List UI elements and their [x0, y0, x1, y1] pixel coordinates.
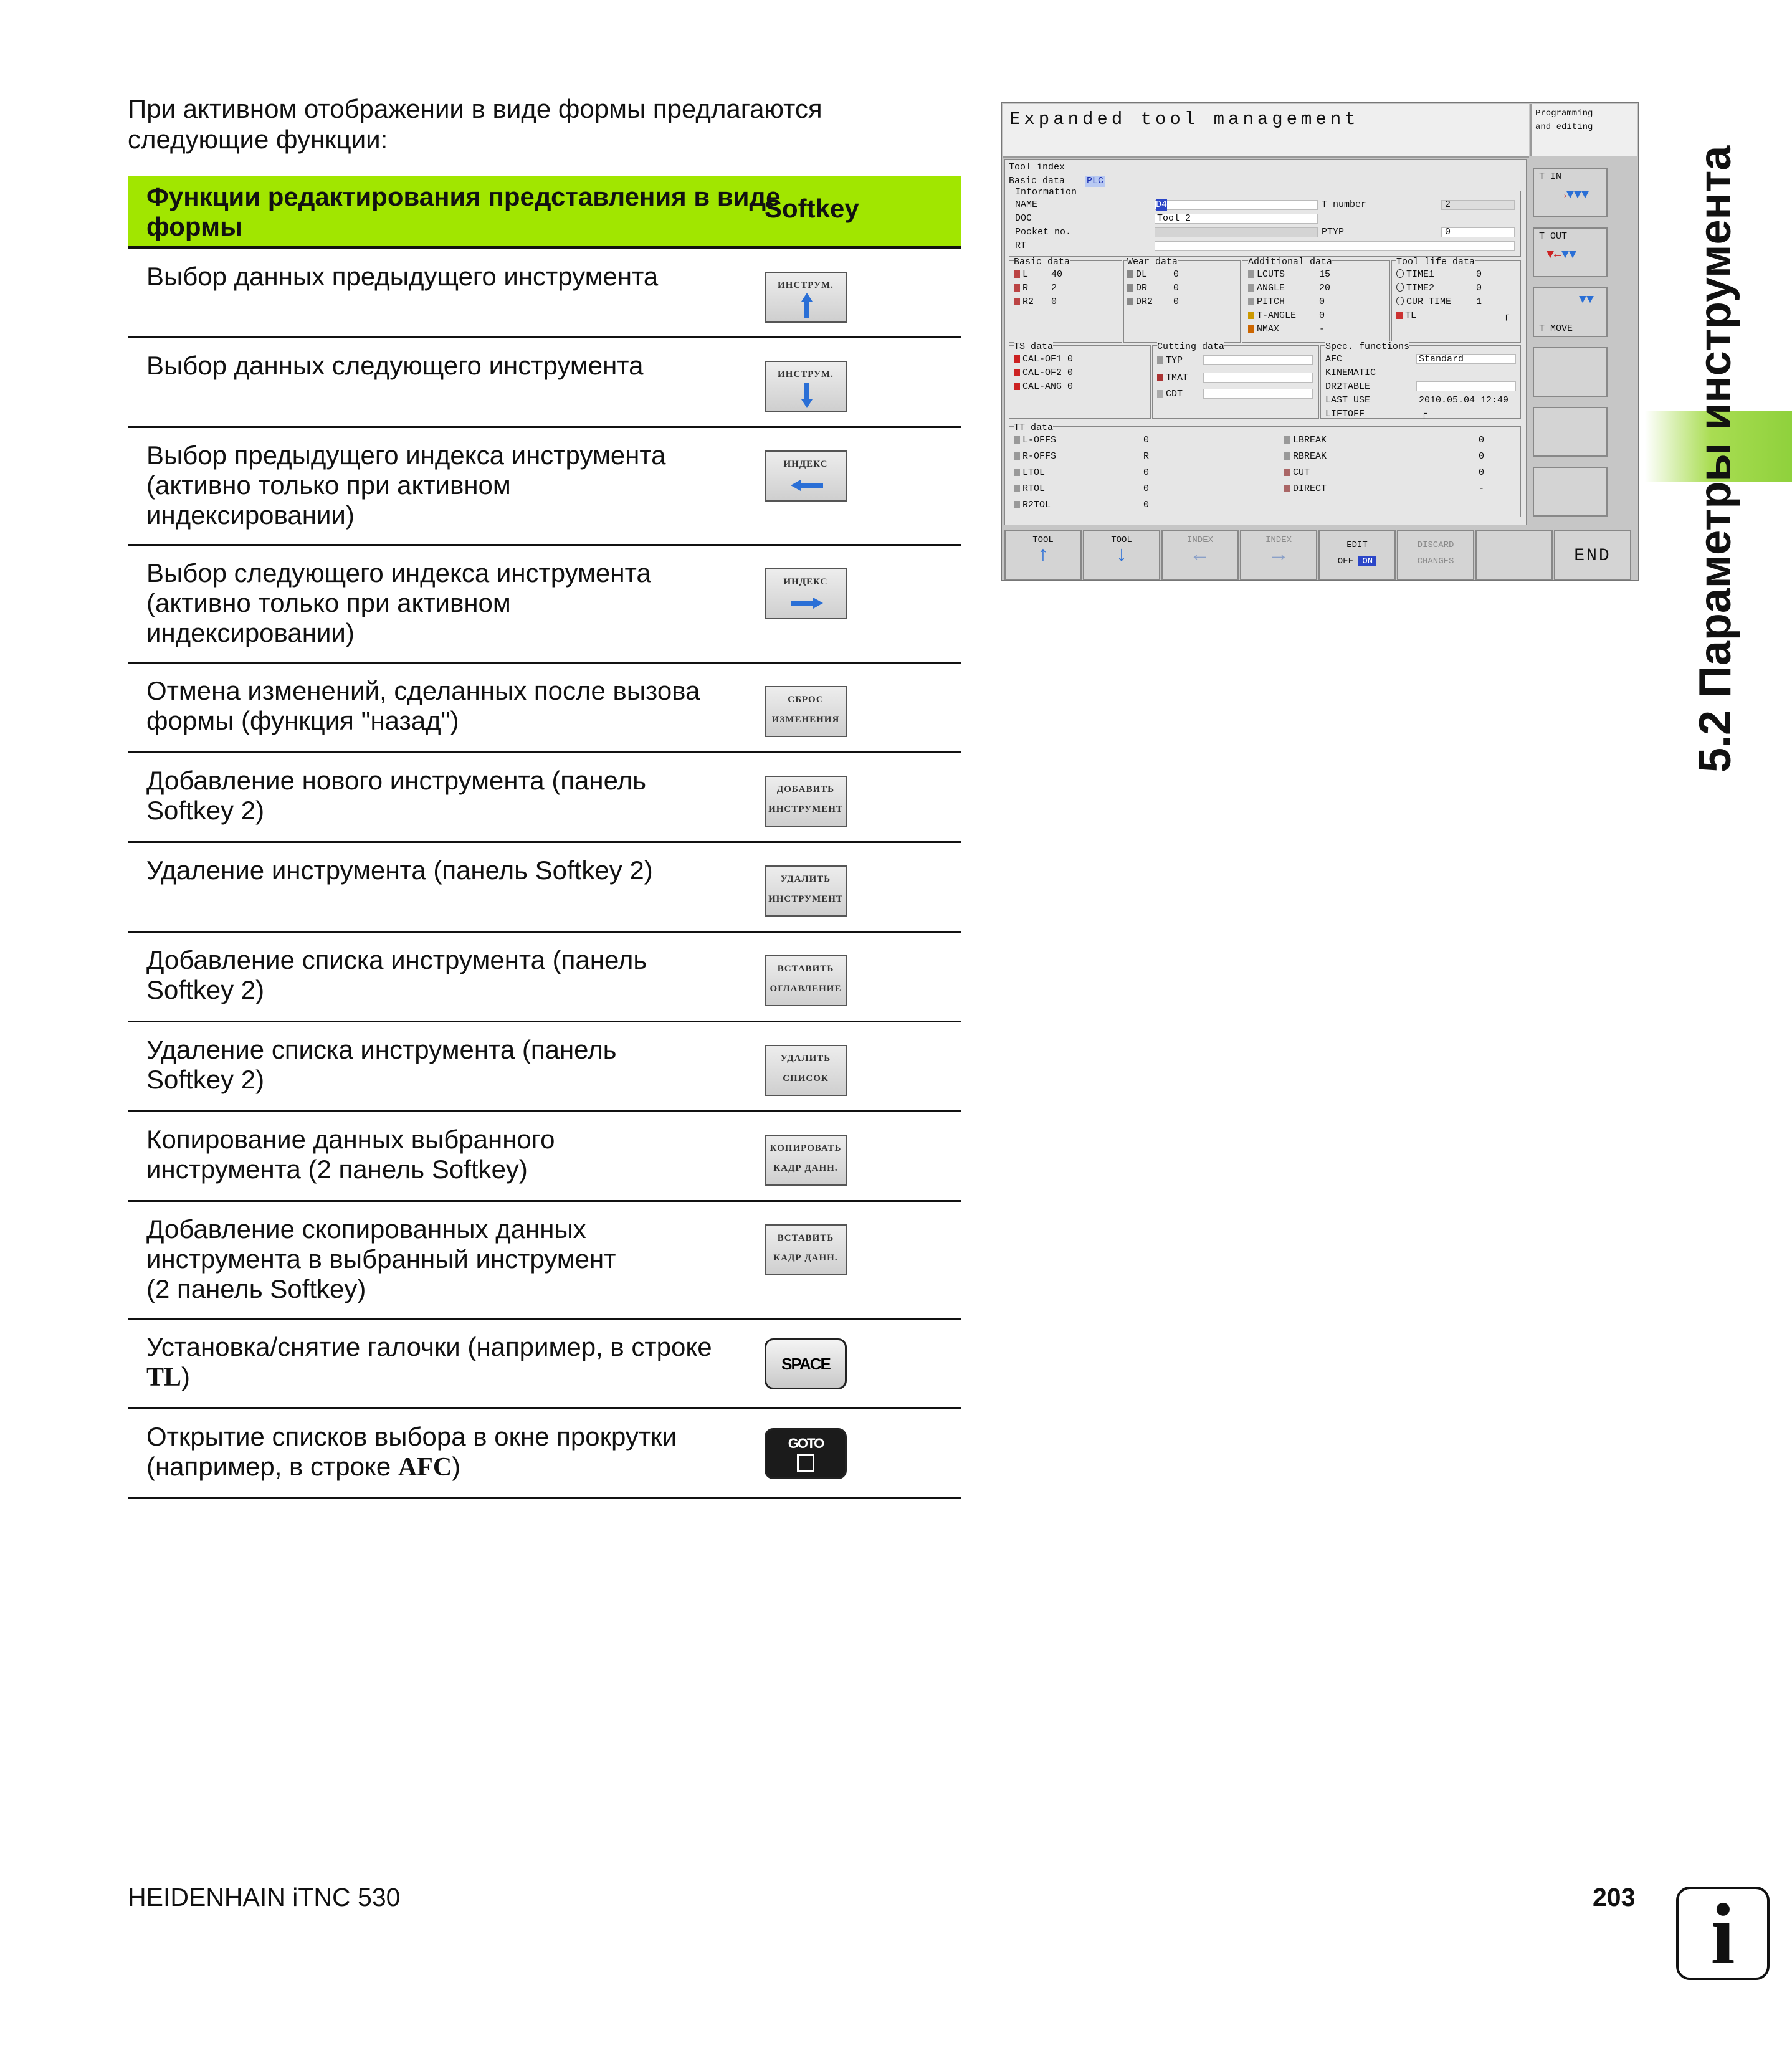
probe-icon	[1014, 383, 1020, 390]
tt-icon	[1014, 485, 1020, 492]
liftoff-checkbox[interactable]: ┌	[1421, 409, 1427, 419]
table-row: Добавление нового инструмента (панель Softkey 2) ДОБАВИТЬ ИНСТРУМЕНТ	[128, 753, 961, 843]
footer: HEIDENHAIN iTNC 530	[128, 1883, 401, 1912]
mode-bar: Expanded tool management	[1003, 104, 1529, 158]
angle-icon	[1248, 284, 1254, 292]
cut-icon	[1284, 469, 1290, 476]
index-next-softkey[interactable]: INDEX →	[1240, 530, 1317, 580]
function-table	[128, 176, 961, 1499]
delta-length-icon	[1127, 270, 1133, 278]
clock-icon	[1396, 283, 1404, 292]
arrow-up-icon	[766, 273, 848, 324]
index-prev-softkey[interactable]: INDEX ←	[1161, 530, 1239, 580]
tnc-screenshot	[1001, 102, 1639, 581]
header-functions: Функции редактирования представления в виде формы	[146, 182, 781, 241]
arrow-left-icon	[766, 452, 848, 503]
t-in-softkey[interactable]: T IN →▼▼▼	[1533, 168, 1608, 217]
table-row: Добавление скопированных данных инструмента в выбранный инструмент (2 панель Softkey) ВСТАВИТЬ КАДР ДАНН.	[128, 1202, 961, 1320]
tt-icon	[1014, 452, 1020, 460]
nmax-icon	[1248, 325, 1254, 333]
clock-icon	[1396, 269, 1404, 278]
arrow-up-icon: ↑	[1036, 544, 1050, 568]
tt-icon	[1014, 469, 1020, 476]
copy-data-softkey[interactable]: КОПИРОВАТЬ КАДР ДАНН.	[765, 1135, 847, 1186]
prev-tool-softkey[interactable]: ИНСТРУМ.	[765, 272, 847, 323]
arrow-right-icon: →	[1272, 544, 1285, 568]
arrow-left-icon: ←	[1193, 544, 1207, 568]
edit-toggle-softkey[interactable]: EDIT OFF ON	[1318, 530, 1396, 580]
radius-icon	[1014, 284, 1020, 292]
table-row: Выбор следующего индекса инструмента (активно только при активном индексировании) ИНДЕКС	[128, 546, 961, 664]
table-header	[128, 176, 961, 249]
pitch-icon	[1248, 298, 1254, 305]
reset-changes-softkey[interactable]: СБРОС ИЗМЕНЕНИЯ	[765, 686, 847, 737]
tool-locked-icon	[1396, 312, 1403, 319]
cuts-icon	[1248, 270, 1254, 278]
table-row: Удаление инструмента (панель Softkey 2) УДАЛИТЬ ИНСТРУМЕНТ	[128, 843, 961, 933]
table-row: Установка/снятие галочки (например, в строке TL) SPACE	[128, 1320, 961, 1409]
paste-data-softkey[interactable]: ВСТАВИТЬ КАДР ДАНН.	[765, 1224, 847, 1275]
length-icon	[1014, 270, 1020, 278]
material-icon	[1157, 374, 1163, 381]
table-row: Выбор данных следующего инструмента ИНСТРУМ.	[128, 338, 961, 428]
square-icon	[797, 1454, 814, 1472]
add-tool-softkey[interactable]: ДОБАВИТЬ ИНСТРУМЕНТ	[765, 776, 847, 827]
programming-mode: Programming and editing	[1530, 104, 1637, 156]
tool-next-softkey[interactable]: TOOL ↓	[1083, 530, 1160, 580]
arrow-down-icon: ↓	[1115, 544, 1128, 568]
direction-icon	[1284, 485, 1290, 492]
table-icon	[1157, 390, 1163, 398]
t-out-softkey[interactable]: T OUT ▼←▼▼	[1533, 227, 1608, 277]
tt-icon	[1284, 436, 1290, 444]
intro-text: При активном отображении в виде формы предлагаются следующие функции:	[128, 94, 822, 154]
tool-form: Tool index Basic data PLC Information NAME D4 T number 2 DOC Tool 2 Pocket no. PTYP 0 RT Basic data L 40 R 2 R2 0 Wear data DL 0 DR 0 DR2 0 Additional data LCUTS 15 ANGLE 20 PITCH 0 T-ANGLE 0 NMAX - Tool life data TIME1 0 TIME2 0 CUR TIME 1 TL ┌ TS data CAL-OF1 0 CAL-OF2 0 CAL-ANG 0 Cutting data TYP TMAT CDT Spec. functions AFC Standard KINEMATIC DR2TABLE LAST USE 2010.05.04 12:49 LIFTOFF ┌ TT data L-OFFS 0 R-OFFS R LTOL 0 RTOL 0 R2TOL 0 LBREAK 0 RBREAK 0 CUT 0 DIRECT -	[1004, 159, 1527, 525]
tmat-dropdown[interactable]	[1203, 373, 1313, 383]
t-move-softkey[interactable]: T MOVE ▼▼	[1533, 287, 1608, 337]
table-row: Выбор данных предыдущего инструмента ИНСТРУМ.	[128, 249, 961, 338]
tool-prev-softkey[interactable]: TOOL ↑	[1004, 530, 1082, 580]
table-row: Открытие списков выбора в окне прокрутки (например, в строке AFC) GOTO	[128, 1409, 961, 1499]
next-index-softkey[interactable]: ИНДЕКС	[765, 568, 847, 619]
tt-icon	[1284, 452, 1290, 460]
discard-changes-softkey[interactable]: DISCARD CHANGES	[1397, 530, 1474, 580]
type-icon	[1157, 356, 1163, 364]
typ-dropdown[interactable]	[1203, 355, 1313, 365]
header-softkey: Softkey	[765, 194, 859, 223]
t-angle-icon	[1248, 312, 1254, 319]
insert-list-softkey[interactable]: ВСТАВИТЬ ОГЛАВЛЕНИЕ	[765, 955, 847, 1006]
page-number: 203	[1593, 1883, 1636, 1912]
delete-list-softkey[interactable]: УДАЛИТЬ СПИСОК	[765, 1045, 847, 1096]
delete-tool-softkey[interactable]: УДАЛИТЬ ИНСТРУМЕНТ	[765, 865, 847, 917]
clock-icon	[1396, 297, 1404, 305]
table-row: Выбор предыдущего индекса инструмента (активно только при активном индексировании) ИНДЕКС	[128, 428, 961, 546]
next-tool-softkey[interactable]: ИНСТРУМ.	[765, 361, 847, 412]
table-row: Отмена изменений, сделанных после вызова формы (функция "назад") СБРОС ИЗМЕНЕНИЯ	[128, 664, 961, 753]
delta-radius-icon	[1127, 284, 1133, 292]
arrow-right-icon	[766, 569, 848, 621]
prev-index-softkey[interactable]: ИНДЕКС	[765, 450, 847, 502]
delta-radius2-icon	[1127, 298, 1133, 305]
space-key[interactable]: SPACE	[765, 1338, 847, 1389]
table-row: Удаление списка инструмента (панель Softkey 2) УДАЛИТЬ СПИСОК	[128, 1022, 961, 1112]
table-row: Добавление списка инструмента (панель Softkey 2) ВСТАВИТЬ ОГЛАВЛЕНИЕ	[128, 933, 961, 1022]
tl-checkbox[interactable]: ┌	[1504, 310, 1510, 321]
section-title: 5.2 Параметры инструмента	[1690, 145, 1740, 773]
tt-icon	[1014, 436, 1020, 444]
goto-key[interactable]: GOTO	[765, 1428, 847, 1479]
probe-icon	[1014, 355, 1020, 363]
info-icon: i	[1676, 1887, 1770, 1980]
probe-icon	[1014, 369, 1020, 376]
radius2-icon	[1014, 298, 1020, 305]
end-softkey[interactable]: END	[1554, 530, 1631, 580]
table-row: Копирование данных выбранного инструмента (2 панель Softkey) КОПИРОВАТЬ КАДР ДАНН.	[128, 1112, 961, 1202]
tt-icon	[1014, 501, 1020, 508]
arrow-down-icon	[766, 362, 848, 413]
